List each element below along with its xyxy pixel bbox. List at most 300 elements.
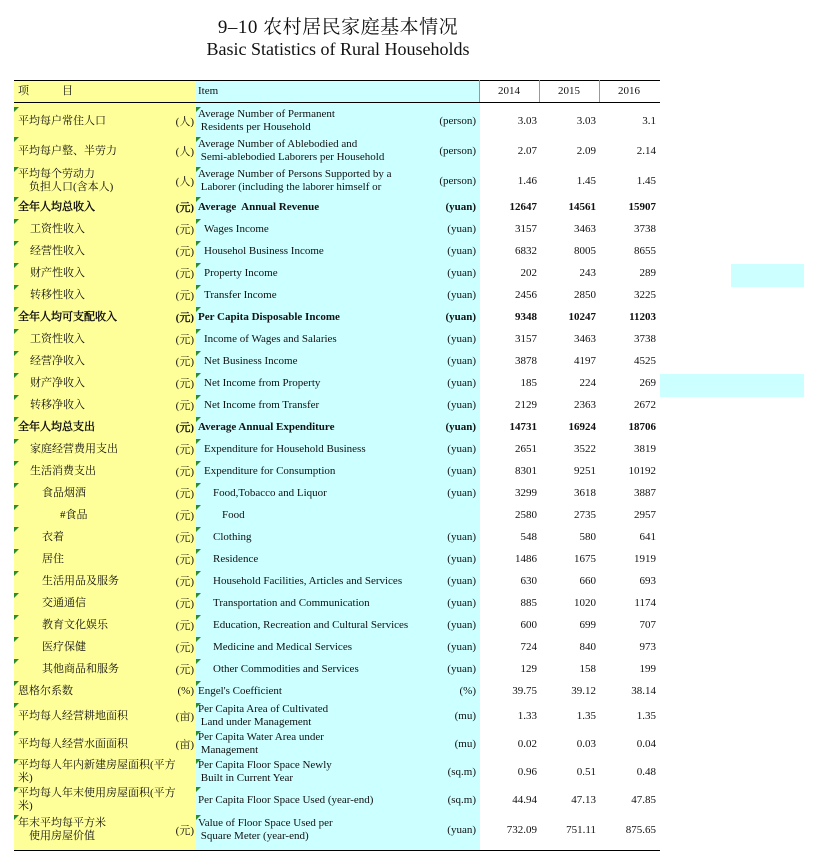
value-2015: 3463 [574,223,596,235]
value-2014: 39.75 [512,685,537,697]
table-row [14,394,660,416]
row-label-chinese-line2: 使用房屋价值 [18,829,95,842]
comment-marker-icon [14,307,19,312]
row-label-chinese-line1: 经营性收入 [30,244,85,257]
row-label-chinese-line1: 全年人均总支出 [18,420,95,433]
value-2016: 0.04 [636,738,656,750]
row-label-english-line1: Per Capita Floor Space Used (year-end) [198,793,374,806]
row-unit-english [414,504,476,526]
row-label-english-line1: Residence [213,552,259,565]
row-label-english-line1: Average Number of Permanent [198,108,335,120]
row-label-chinese-line1: 其他商品和服务 [42,662,119,675]
value-2014: 3.03 [517,115,537,127]
value-2016: 1.35 [636,710,656,722]
row-label-english-line1: Value of Floor Space Used per [198,816,333,829]
row-unit-chinese: (元) [175,268,194,280]
row-label-english-line1: Medicine and Medical Services [213,640,352,653]
row-label-chinese-line1: 恩格尔系数 [18,684,73,697]
row-label-english-line1: Net Business Income [204,354,298,367]
value-2015: 8005 [574,245,596,257]
value-2014: 600 [520,619,537,631]
row-label-chinese-line1: 生活用品及服务 [42,574,119,587]
comment-marker-icon [196,395,201,400]
row-unit-chinese [166,758,194,786]
value-2015: 0.03 [576,738,596,750]
row-label-english [198,262,434,284]
row-label-english-line2: Residents per Household [198,121,311,133]
row-label-english-line1: Average Annual Expenditure [198,420,335,433]
table-row [14,482,660,504]
row-unit-chinese: (元) [175,356,194,368]
value-2015: 751.11 [566,823,596,836]
table-row [14,730,660,758]
row-label-chinese-line1: 平均每户常住人口 [18,114,106,127]
value-2016: 4525 [634,355,656,367]
row-unit-english: (yuan) [447,531,476,543]
row-label-english [198,166,428,196]
comment-marker-icon [196,439,201,444]
value-2015: 3.03 [576,115,596,127]
value-2014: 202 [520,267,537,279]
value-2015: 0.51 [576,766,596,778]
header-year-2014: 2014 [498,85,520,97]
table-row [14,350,660,372]
row-label-chinese [18,262,190,284]
row-unit-english: (person) [439,145,476,157]
row-label-english-line1: Engel's Coefficient [198,684,282,697]
value-2014: 3157 [515,223,537,235]
row-unit-english: (sq.m) [447,766,476,778]
row-label-english [198,658,443,680]
comment-marker-icon [196,659,201,664]
cell-highlight [731,264,804,287]
row-label-chinese-line1: 财产性收入 [30,266,85,279]
value-2016: 693 [639,575,656,587]
row-unit-english: (yuan) [447,267,476,279]
row-label-english [198,372,434,394]
row-label-english [198,350,434,372]
value-2015: 1.35 [576,710,596,722]
row-label-english [198,702,428,730]
row-label-english-line2: Land under Management [198,716,312,728]
row-unit-chinese: (元) [175,488,194,500]
value-2016: 15907 [628,201,656,213]
row-label-chinese [18,758,178,786]
comment-marker-icon [196,759,201,764]
comment-marker-icon [196,241,201,246]
row-unit-chinese: (元) [175,824,194,837]
row-unit-chinese: (元) [175,664,194,676]
row-label-chinese-line1: 平均每人经营耕地面积 [18,709,128,722]
row-label-chinese [18,702,178,730]
row-label-chinese-line1: 食品烟酒 [42,486,86,499]
row-label-english-line1: Expenditure for Consumption [204,464,336,477]
row-label-chinese-line1: 平均每个劳动力 [18,168,95,180]
comment-marker-icon [14,137,19,142]
value-2015: 1.45 [576,175,596,187]
row-label-chinese-line1: 生活消费支出 [30,464,96,477]
row-label-english-line1: Per Capita Disposable Income [198,310,340,323]
value-2016: 2672 [634,399,656,411]
row-label-chinese-line1: 平均每人经营水面面积 [18,737,128,750]
row-label-english [198,680,428,702]
value-2014: 2651 [515,443,537,455]
value-2015: 39.12 [571,685,596,697]
value-2014: 129 [520,663,537,675]
comment-marker-icon [196,137,201,142]
value-2016: 2.14 [636,145,656,157]
comment-marker-icon [14,373,19,378]
row-label-english-line1: Net Income from Property [204,376,321,389]
row-unit-chinese: (元) [175,290,194,302]
comment-marker-icon [196,219,201,224]
value-2015: 699 [579,619,596,631]
comment-marker-icon [14,549,19,554]
value-2016: 8655 [634,245,656,257]
value-2014: 8301 [515,465,537,477]
row-label-english [198,416,428,438]
value-2016: 38.14 [631,685,656,697]
comment-marker-icon [14,329,19,334]
row-unit-english: (yuan) [447,619,476,631]
row-unit-english: (yuan) [447,663,476,675]
cell-highlight [660,374,804,397]
comment-marker-icon [14,483,19,488]
row-unit-chinese: (元) [175,532,194,544]
comment-marker-icon [196,637,201,642]
value-2015: 16924 [568,421,596,433]
table-header-rule [14,102,660,103]
value-2014: 2129 [515,399,537,411]
value-2014: 3299 [515,487,537,499]
value-2015: 10247 [568,311,596,323]
header-year-2015: 2015 [558,85,580,97]
row-unit-chinese: (元) [175,400,194,412]
row-unit-chinese: (人) [175,176,194,188]
row-label-chinese-line1: #食品 [60,508,88,521]
row-label-english-line1: Per Capita Floor Space Newly [198,759,332,771]
comment-marker-icon [14,439,19,444]
row-unit-chinese: (元) [175,554,194,566]
row-label-chinese-line1: 交通通信 [42,596,86,609]
row-label-english-line1: Expenditure for Household Business [204,442,366,455]
table-title-english: Basic Statistics of Rural Households [206,39,470,59]
row-label-english-line1: Other Commodities and Services [213,662,359,675]
row-unit-english: (yuan) [447,465,476,477]
row-unit-english: (yuan) [447,289,476,301]
table-row [14,218,660,240]
value-2014: 9348 [515,311,537,323]
comment-marker-icon [14,461,19,466]
value-2014: 2.07 [517,145,537,157]
comment-marker-icon [14,681,19,686]
row-label-chinese [18,350,190,372]
row-label-english [198,136,428,166]
row-label-chinese [18,786,178,814]
row-unit-english: (%) [459,685,476,697]
row-label-english [198,786,428,814]
table-row [14,758,660,786]
row-label-chinese-line1: 年末平均每平方米 [18,816,106,829]
value-2016: 47.85 [631,794,656,806]
value-2015: 3463 [574,333,596,345]
row-label-english-line2: Square Meter (year-end) [198,829,309,842]
comment-marker-icon [196,197,201,202]
row-unit-chinese [166,786,194,814]
row-label-chinese [18,680,178,702]
table-row [14,372,660,394]
value-2016: 1.45 [636,175,656,187]
value-2015: 840 [579,641,596,653]
table-row [14,592,660,614]
row-unit-english: (yuan) [445,421,476,433]
row-unit-english: (yuan) [447,597,476,609]
row-label-english-line1: Per Capita Water Area under [198,731,324,743]
table-row [14,814,660,845]
comment-marker-icon [14,787,19,792]
row-label-english [198,240,434,262]
table-row [14,166,660,196]
row-label-english-line2: Built in Current Year [198,772,294,784]
value-2014: 1.33 [517,710,537,722]
row-label-english [198,328,434,350]
comment-marker-icon [196,615,201,620]
table-row [14,702,660,730]
row-label-english-line1: Food,Tobacco and Liquor [213,486,327,499]
row-unit-chinese: (元) [175,334,194,346]
row-label-english-line1: Per Capita Area of Cultivated [198,703,329,715]
row-unit-chinese: (元) [175,312,194,324]
value-2015: 1020 [574,597,596,609]
row-unit-english: (yuan) [447,377,476,389]
value-2016: 707 [639,619,656,631]
comment-marker-icon [196,263,201,268]
comment-marker-icon [14,759,19,764]
row-label-chinese [18,730,178,758]
row-label-english-line1: Average Number of Ablebodied and [198,138,358,150]
value-2014: 3157 [515,333,537,345]
value-2015: 3522 [574,443,596,455]
row-label-english [198,106,428,136]
value-2015: 158 [579,663,596,675]
value-2014: 185 [520,377,537,389]
row-label-chinese [18,438,190,460]
row-label-english-line1: Clothing [213,530,252,543]
comment-marker-icon [196,571,201,576]
row-label-english-line1: Average Annual Revenue [198,200,320,213]
row-unit-chinese: (元) [175,224,194,236]
row-unit-english: (yuan) [447,399,476,411]
table-row [14,262,660,284]
table-row [14,438,660,460]
comment-marker-icon [196,417,201,422]
value-2014: 2456 [515,289,537,301]
row-unit-chinese: (元) [175,642,194,654]
row-unit-english: (mu) [454,738,476,750]
value-2015: 1675 [574,553,596,565]
row-unit-english: (yuan) [447,355,476,367]
value-2014: 12647 [509,201,537,213]
value-2015: 2.09 [576,145,596,157]
row-unit-chinese: (元) [175,598,194,610]
row-label-chinese [18,218,190,240]
row-unit-chinese: (亩) [175,739,194,751]
row-unit-chinese: (元) [175,246,194,258]
table-row [14,504,660,526]
statistics-table [14,80,660,851]
row-label-english [198,636,443,658]
value-2014: 0.02 [517,738,537,750]
row-unit-chinese: (元) [175,202,194,214]
row-unit-chinese: (元) [175,422,194,434]
row-label-english-line2: Semi-ablebodied Laborers per Household [198,151,385,163]
comment-marker-icon [196,505,201,510]
comment-marker-icon [14,637,19,642]
row-unit-english: (yuan) [447,553,476,565]
comment-marker-icon [14,417,19,422]
header-item-english: Item [198,85,219,97]
comment-marker-icon [196,593,201,598]
table-row [14,786,660,814]
table-row [14,136,660,166]
row-unit-english: (yuan) [447,245,476,257]
row-unit-english: (yuan) [447,223,476,235]
table-row [14,416,660,438]
value-2016: 3738 [634,223,656,235]
value-2016: 1174 [634,597,656,609]
value-2016: 3887 [634,487,656,499]
comment-marker-icon [196,815,201,820]
value-2016: 3819 [634,443,656,455]
value-2014: 3878 [515,355,537,367]
row-label-english-line2: Management [198,744,259,756]
row-label-chinese-line1: 教育文化娱乐 [42,618,108,631]
row-label-english-line1: Transfer Income [204,288,277,301]
row-unit-chinese: (元) [175,378,194,390]
value-2015: 660 [579,575,596,587]
row-label-english [198,438,434,460]
row-unit-english: (yuan) [447,443,476,455]
value-2016: 3738 [634,333,656,345]
row-label-chinese [18,306,178,328]
comment-marker-icon [14,351,19,356]
row-label-english [198,284,434,306]
row-unit-chinese: (元) [175,466,194,478]
row-label-english-line1: Househol Business Income [204,244,324,257]
header-year-2016: 2016 [618,85,640,97]
comment-marker-icon [196,285,201,290]
row-label-chinese [18,196,178,218]
comment-marker-icon [14,241,19,246]
value-2014: 44.94 [512,794,537,806]
row-unit-chinese: (人) [175,116,194,128]
table-row [14,328,660,350]
value-2015: 9251 [574,465,596,477]
value-2015: 224 [579,377,596,389]
comment-marker-icon [196,527,201,532]
value-2015: 14561 [568,201,596,213]
value-2015: 580 [579,531,596,543]
row-label-chinese-line1: 转移净收入 [30,398,85,411]
row-label-chinese-line1: 居住 [42,552,64,565]
row-label-english [198,758,428,786]
row-label-english [198,394,434,416]
row-unit-chinese: (元) [175,444,194,456]
row-label-chinese [18,416,178,438]
row-unit-english: (mu) [454,710,476,722]
comment-marker-icon [14,615,19,620]
value-2016: 1919 [634,553,656,565]
value-2016: 875.65 [625,823,656,836]
value-2015: 4197 [574,355,596,367]
value-2015: 243 [579,267,596,279]
comment-marker-icon [196,167,201,172]
row-unit-english: (yuan) [445,201,476,213]
value-2016: 10192 [628,465,656,477]
value-2015: 47.13 [571,794,596,806]
row-label-english-line1: Wages Income [204,222,269,235]
value-2014: 732.09 [506,823,537,836]
comment-marker-icon [196,549,201,554]
row-label-chinese-line1: 衣着 [42,530,64,543]
row-unit-chinese: (元) [175,620,194,632]
value-2015: 2735 [574,509,596,521]
comment-marker-icon [14,703,19,708]
comment-marker-icon [14,571,19,576]
comment-marker-icon [196,329,201,334]
table-row [14,106,660,136]
comment-marker-icon [196,307,201,312]
comment-marker-icon [14,527,19,532]
row-label-english-line1: Household Facilities, Articles and Services [213,574,403,587]
row-label-chinese-line1: 转移性收入 [30,288,85,301]
row-label-english [198,730,428,758]
row-label-english [198,196,428,218]
row-label-english [198,460,434,482]
comment-marker-icon [196,483,201,488]
row-label-english-line1: Property Income [204,266,278,279]
value-2016: 0.48 [636,766,656,778]
comment-marker-icon [14,505,19,510]
value-2016: 18706 [628,421,656,433]
comment-marker-icon [196,731,201,736]
row-label-chinese-line1: 家庭经营费用支出 [30,442,118,455]
row-label-chinese-line1: 工资性收入 [30,332,85,345]
comment-marker-icon [14,167,19,172]
row-label-chinese [18,460,190,482]
row-label-chinese-line1: 平均每户整、半劳力 [18,144,117,157]
row-unit-english: (person) [439,175,476,187]
row-label-chinese-line1: 财产净收入 [30,376,85,389]
comment-marker-icon [14,593,19,598]
row-label-english [198,218,434,240]
value-2016: 641 [639,531,656,543]
value-2016: 2957 [634,509,656,521]
row-label-chinese-line2: 负担人口(含本人) [18,181,114,193]
comment-marker-icon [196,373,201,378]
row-unit-english: (yuan) [447,333,476,345]
row-label-chinese [18,372,190,394]
row-label-chinese [18,106,178,136]
comment-marker-icon [196,703,201,708]
comment-marker-icon [14,731,19,736]
value-2016: 973 [639,641,656,653]
comment-marker-icon [14,107,19,112]
value-2015: 3618 [574,487,596,499]
row-unit-chinese: (亩) [175,711,194,723]
row-unit-english: (person) [439,115,476,127]
value-2016: 3225 [634,289,656,301]
